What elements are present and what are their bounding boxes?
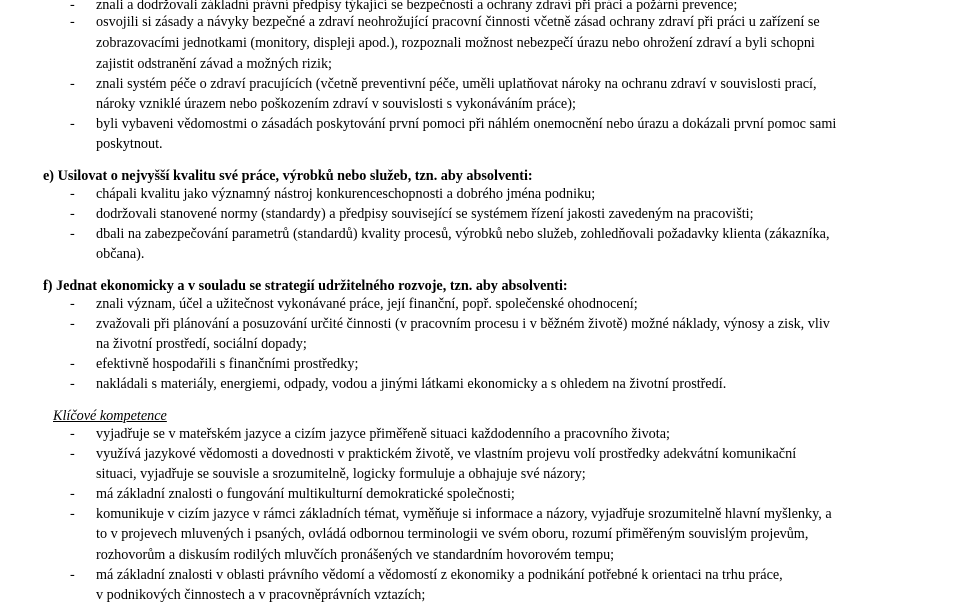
list-item: znali a dodržovali základní právní předpisy týkající se bezpečnosti a ochrany zdraví při práci a požární prevence; [96, 0, 738, 14]
list-item: dbali na zabezpečování parametrů (standardů) kvality procesů, výrobků nebo služeb, zohledňovali požadavky klienta (zákazníka, [96, 225, 830, 242]
key-competences-heading: Klíčové kompetence [53, 407, 167, 424]
section-e-heading: e) Usilovat o nejvyšší kvalitu své práce, výrobků nebo služeb, tzn. aby absolventi: [43, 167, 533, 184]
list-dash: - [70, 295, 75, 312]
list-item: osvojili si zásady a návyky bezpečné a zdraví neohrožující pracovní činnosti včetně zásad ochrany zdraví při práci u zařízení se [96, 14, 820, 31]
list-dash: - [70, 115, 75, 132]
list-item-continuation: v podnikových činnostech a v pracovněprávních vztazích; [96, 586, 426, 603]
list-item: má základní znalosti o fungování multikulturní demokratické společnosti; [96, 486, 515, 503]
list-dash: - [70, 506, 75, 523]
list-item: efektivně hospodařili s finančními prostředky; [96, 356, 359, 373]
list-dash: - [70, 185, 75, 202]
list-dash: - [70, 315, 75, 332]
list-item: dodržovali stanovené normy (standardy) a předpisy související se systémem řízení jakosti zavedeným na pracovišti; [96, 205, 754, 222]
list-item-continuation: občana). [96, 245, 145, 262]
list-item: nakládali s materiály, energiemi, odpady, vodou a jinými látkami ekonomicky a s ohledem na životní prostředí. [96, 376, 727, 393]
list-item: chápali kvalitu jako významný nástroj konkurenceschopnosti a dobrého jména podniku; [96, 185, 596, 202]
list-dash: - [70, 425, 75, 442]
list-dash: - [70, 75, 75, 92]
list-item-continuation: poskytnout. [96, 135, 163, 152]
list-item: byli vybaveni vědomostmi o zásadách poskytování první pomoci při náhlém onemocnění nebo úrazu a dokázali první pomoc sami [96, 115, 837, 132]
list-dash: - [70, 376, 75, 393]
list-dash: - [70, 14, 75, 31]
list-item-continuation: situaci, vyjadřuje se souvisle a srozumitelně, logicky formuluje a obhajuje své názory; [96, 466, 586, 483]
list-dash: - [70, 356, 75, 373]
list-dash: - [70, 225, 75, 242]
list-item: komunikuje v cizím jazyce v rámci základních témat, vyměňuje si informace a názory, vyjadřuje srozumitelně hlavní myšlenky, a [96, 506, 832, 523]
list-item-continuation: zajistit odstranění závad a možných rizik; [96, 55, 332, 72]
list-item: znali význam, účel a užitečnost vykonávané práce, její finanční, popř. společenské ohodnocení; [96, 295, 638, 312]
list-dash: - [70, 486, 75, 503]
list-item: má základní znalosti v oblasti právního vědomí a vědomostí z ekonomiky a podnikání potřebné k orientaci na trhu práce, [96, 566, 783, 583]
list-item-continuation: to v projevech mluvených i psaných, ovládá odbornou terminologii ve svém oboru, rozumí přiměřeným souvislým projevům, [96, 526, 809, 543]
list-dash: - [70, 566, 75, 583]
list-item-continuation: na životní prostředí, sociální dopady; [96, 335, 307, 352]
list-dash: - [70, 446, 75, 463]
list-item: využívá jazykové vědomosti a dovednosti v praktickém životě, ve vlastním projevu volí prostředky adekvátní komunikační [96, 446, 797, 463]
list-item-continuation: zobrazovacími jednotkami (monitory, displeji apod.), rozpoznali možnost nebezpečí úrazu nebo ohrožení zdraví a byli schopni [96, 35, 815, 52]
section-f-heading: f) Jednat ekonomicky a v souladu se strategií udržitelného rozvoje, tzn. aby absolventi: [43, 277, 568, 294]
list-item: vyjadřuje se v mateřském jazyce a cizím jazyce přiměřeně situaci každodenního a pracovního života; [96, 425, 670, 442]
list-item: znali systém péče o zdraví pracujících (včetně preventivní péče, uměli uplatňovat nároky na ochranu zdraví v souvislosti prací, [96, 75, 817, 92]
list-dash: - [70, 0, 75, 14]
list-item-continuation: rozhovorům a diskusím rodilých mluvčích pronášených ve standardním hovorovém tempu; [96, 546, 615, 563]
list-dash: - [70, 205, 75, 222]
list-item: zvažovali při plánování a posuzování určité činnosti (v pracovním procesu i v běžném životě) možné náklady, výnosy a zisk, vliv [96, 315, 830, 332]
list-item-continuation: nároky vzniklé úrazem nebo poškozením zdraví v souvislosti s vykonáváním práce); [96, 95, 576, 112]
